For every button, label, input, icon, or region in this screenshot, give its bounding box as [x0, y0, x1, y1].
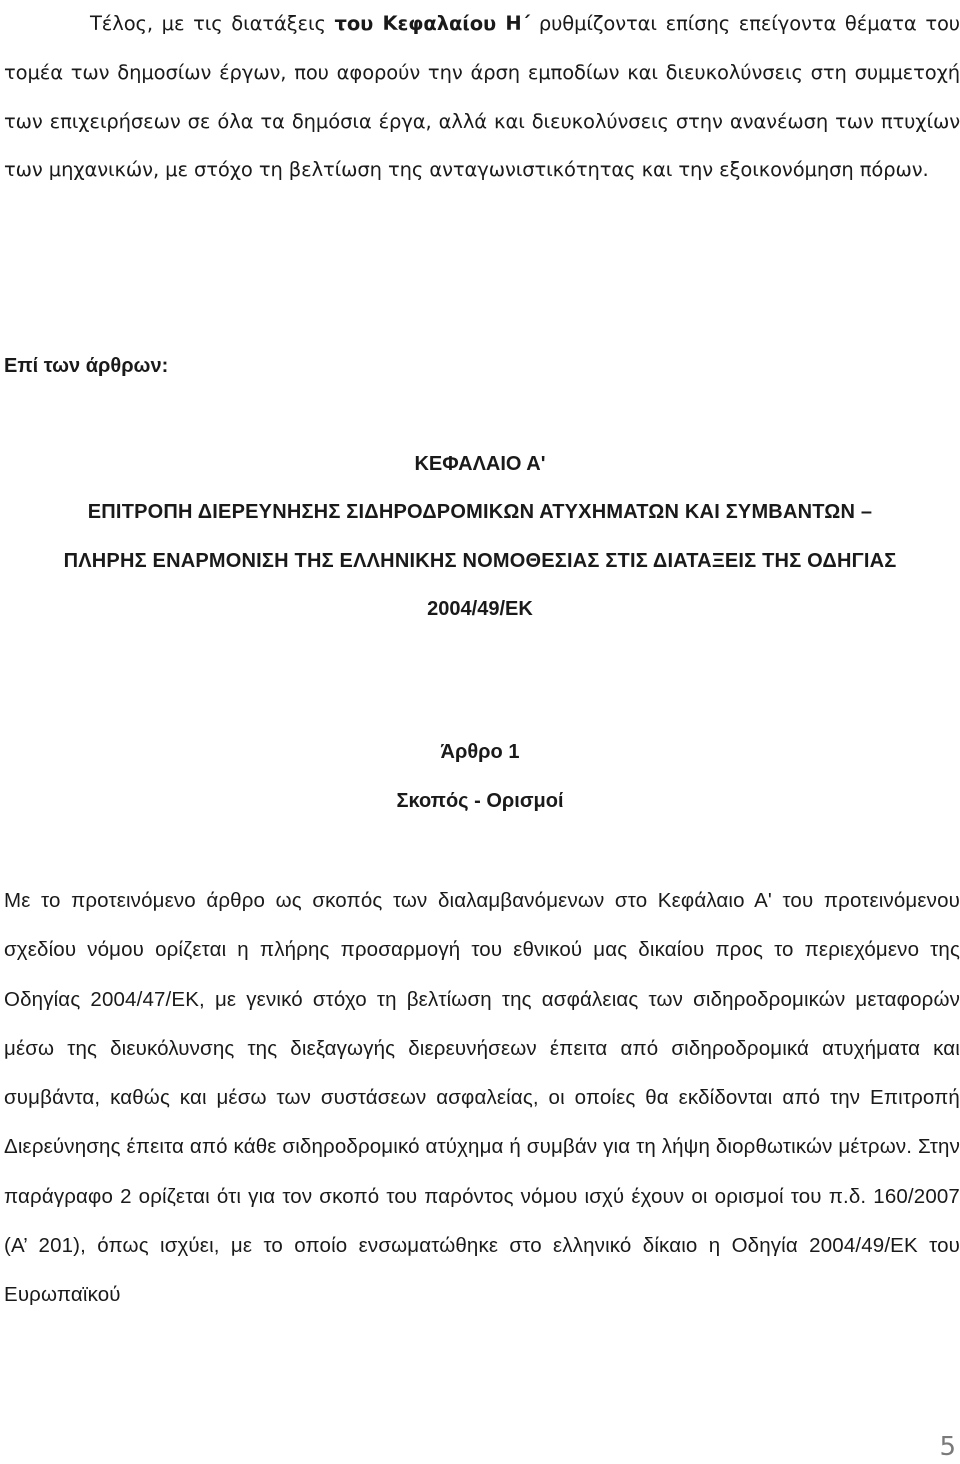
chapter-title-line: ΕΠΙΤΡΟΠΗ ΔΙΕΡΕΥΝΗΣΗΣ ΣΙΔΗΡΟΔΡΟΜΙΚΩΝ ΑΤΥΧΗΜΑΤΩΝ ΚΑΙ ΣΥΜΒΑΝΤΩΝ –	[87, 501, 873, 523]
article-title: Σκοπός - Ορισμοί	[396, 790, 564, 812]
article-body-paragraph: Με το προτεινόμενο άρθρο ως σκοπός των διαλαμβανόμενων στο Κεφάλαιο Α' του προτεινόμενου σχεδίου νόμου ορίζεται η πλήρης προσαρμογή του εθνικού μας δικαίου προς το περιεχόμενο της Οδηγίας 2004/47/ΕΚ, με γενικό στόχο τη βελτίωση της ασφάλειας των σιδηροδρομικών μεταφορών μέσω της διευκόλυνσης της διεξαγωγής διερευνήσεων έπειτα από σιδηροδρομικά ατυχήματα και συμβάντα, καθώς και μέσω των συστάσεων ασφαλείας, οι οποίες θα εκδίδονται από την Επιτροπή Διερεύνησης έπειτα από κάθε σιδηροδρομικό ατύχημα ή συμβάν για τη λήψη διορθωτικών μέτρων. Στην παράγραφο 2 ορίζεται ότι για τον σκοπό του παρόντος νόμου ισχύ έχουν οι ορισμοί του π.δ. 160/2007 (Α’ 201), όπως ισχύει, με το οποίο ενσωματώθηκε στο ελληνικό δίκαιο η Οδηγία 2004/49/ΕΚ του Ευρωπαϊκού	[4, 889, 960, 1307]
intro-paragraph	[4, 0, 960, 195]
chapter-label: ΚΕΦΑΛΑΙΟ Α'	[414, 453, 546, 475]
intro-bold-reference: του Κεφαλαίου Η΄	[334, 12, 531, 35]
section-heading: Επί των άρθρων:	[4, 355, 169, 377]
chapter-title-line: 2004/49/ΕΚ	[427, 598, 533, 620]
chapter-title-line: ΠΛΗΡΗΣ ΕΝΑΡΜΟΝΙΣΗ ΤΗΣ ΕΛΛΗΝΙΚΗΣ ΝΟΜΟΘΕΣΙΑΣ ΣΤΙΣ ΔΙΑΤΑΞΕΙΣ ΤΗΣ ΟΔΗΓΙΑΣ	[63, 550, 897, 572]
page-number: 5	[939, 1432, 956, 1462]
intro-text-rest: ρυθμίζονται επίσης επείγοντα θέματα του τομέα των δημοσίων έργων, που αφορούν την άρση εμποδίων και διευκολύνσεις στη συμμετοχή των επιχειρήσεων σε όλα τα δημόσια έργα, αλλά και διευκολύνσεις στην ανανέωση των πτυχίων των μηχανικών, με στόχο τη βελτίωση της ανταγωνιστικότητας και την εξοικονόμηση πόρων.	[4, 12, 960, 182]
intro-text-start: Τέλος, με τις διατάξεις	[90, 12, 335, 35]
article-number: Άρθρο 1	[440, 741, 520, 763]
